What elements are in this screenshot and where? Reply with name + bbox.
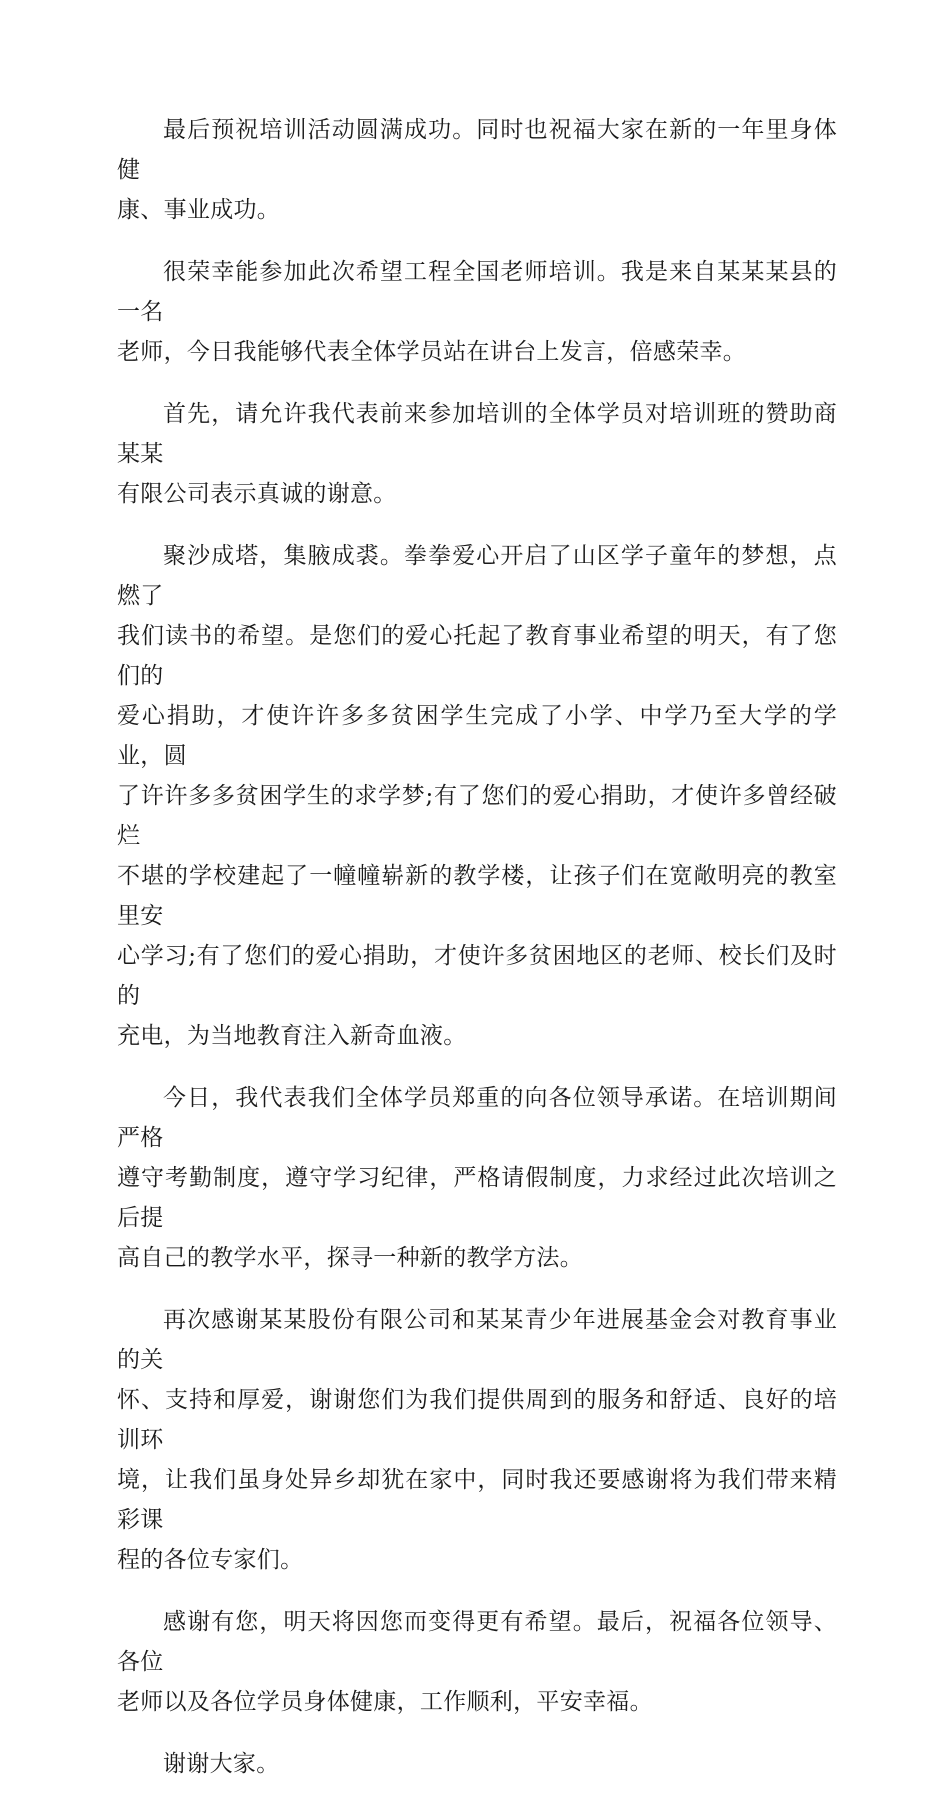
paragraph-introduction: 很荣幸能参加此次希望工程全国老师培训。我是来自某某某县的一名 老师，今日我能够代表全体学员站在讲台上发言，倍感荣幸。 [117, 259, 837, 365]
paragraph-charity-impact: 聚沙成塔，集腋成裘。拳拳爱心开启了山区学子童年的梦想，点燃了 我们读书的希望。是您们的爱心托起了教育事业希望的明天，有了您们的 爱心捐助，才使许许多多贫困学生完成了小学、中学乃至大学的学业，圆 了许许多多贫困学生的求学梦;有了您们的爱心捐助，才使许多曾经破烂 不堪的学校建起了一幢幢崭新的教学楼，让孩子们在宽敞明亮的教室里安 心学习;有了您们的爱心捐助，才使许多贫困地区的老师、校长们及时的 充电，为当地教育注入新奇血液。 [117, 543, 837, 1049]
paragraph-thank-you: 谢谢大家。 [163, 1751, 280, 1777]
paragraph-gratitude: 再次感谢某某股份有限公司和某某青少年进展基金会对教育事业的关 怀、支持和厚爱，谢谢您们为我们提供周到的服务和舒适、良好的培训环 境，让我们虽身处异乡却犹在家中，同时我还要感谢将为我们带来精彩课 程的各位专家们。 [117, 1307, 837, 1573]
document-body [117, 110, 837, 1806]
paragraph-closing-wishes: 最后预祝培训活动圆满成功。同时也祝福大家在新的一年里身体健 康、事业成功。 [117, 117, 837, 223]
paragraph-thanks-sponsor: 首先，请允许我代表前来参加培训的全体学员对培训班的赞助商某某 有限公司表示真诚的谢意。 [117, 401, 837, 507]
paragraph-pledge: 今日，我代表我们全体学员郑重的向各位领导承诺。在培训期间严格 遵守考勤制度，遵守学习纪律，严格请假制度，力求经过此次培训之后提 高自己的教学水平，探寻一种新的教学方法。 [117, 1085, 837, 1271]
paragraph-final-blessing: 感谢有您，明天将因您而变得更有希望。最后，祝福各位领导、各位 老师以及各位学员身体健康，工作顺利，平安幸福。 [117, 1609, 837, 1715]
